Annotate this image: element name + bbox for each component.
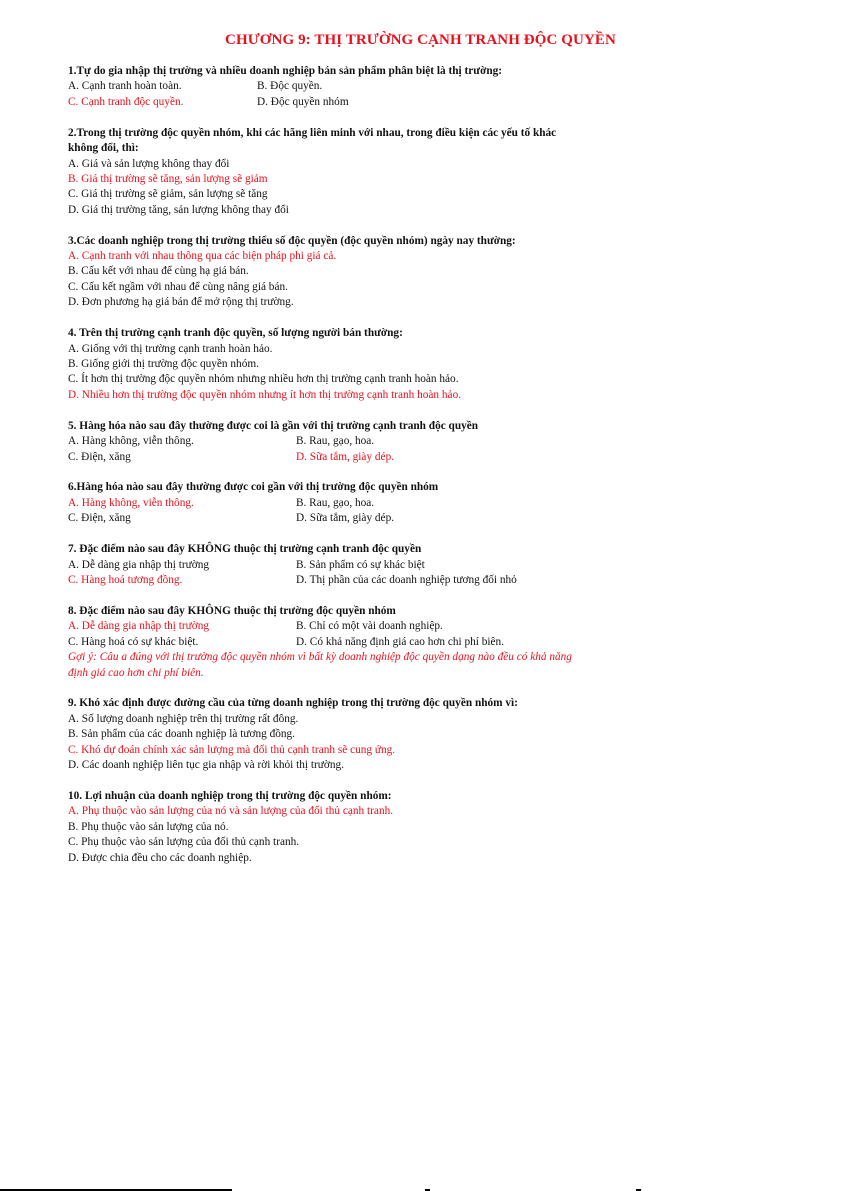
option-d-answer: D. Nhiều hơn thị trường độc quyền nhóm nhưng ít hơn thị trường cạnh tranh hoàn hảo. <box>68 388 462 401</box>
answer-hint: Gợi ý: Câu a đúng với thị trường độc quyền nhóm vì bất kỳ doanh nghiệp độc quyền dạng nào đều có khả năng định giá cao hơn chi phí biên. <box>68 651 572 679</box>
option-d: D. Các doanh nghiệp liên tục gia nhập và rời khỏi thị trường. <box>68 759 344 772</box>
option-b: B. Độc quyền. <box>257 80 323 93</box>
option-b: B. Giống giới thị trường độc quyền nhóm. <box>68 358 259 370</box>
option-c: C. Điện, xăng <box>68 450 131 463</box>
option-c-answer: C. Cạnh tranh độc quyền. <box>68 95 184 108</box>
question-6 <box>68 480 588 526</box>
option-d: D. Sữa tắm, giày dép. <box>296 512 395 525</box>
option-b: B. Chỉ có một vài doanh nghiệp. <box>296 620 443 633</box>
option-a-answer: A. Hàng không, viễn thông. <box>68 496 194 509</box>
option-b: B. Sản phẩm có sự khác biệt <box>296 558 425 571</box>
question-text: 9. Khó xác định được đường cầu của từng doanh nghiệp trong thị trường độc quyền nhóm vì: <box>68 697 518 710</box>
question-5 <box>68 419 588 465</box>
question-text: 5. Hàng hóa nào sau đây thường được coi là gần với thị trường cạnh tranh độc quyền <box>68 419 479 432</box>
question-8 <box>68 604 588 681</box>
question-text: 6.Hàng hóa nào sau đây thường được coi gần với thị trường độc quyền nhóm <box>68 481 439 494</box>
option-a: A. Hàng không, viễn thông. <box>68 435 194 448</box>
question-text: 2.Trong thị trường độc quyền nhóm, khi các hãng liên minh với nhau, trong điều kiện các yếu tố khác không đổi, thì: <box>68 126 557 155</box>
option-d: D. Thị phần của các doanh nghiệp tương đối nhỏ <box>296 573 517 586</box>
option-d: D. Giá thị trường tăng, sản lượng không thay đổi <box>68 203 289 216</box>
option-a: A. Giá và sản lượng không thay đổi <box>68 157 230 170</box>
question-text: 8. Đặc điểm nào sau đây KHÔNG thuộc thị trường độc quyền nhóm <box>68 604 396 617</box>
option-d: D. Được chia đều cho các doanh nghiệp. <box>68 851 252 864</box>
question-9 <box>68 696 588 773</box>
option-c: C. Phụ thuộc vào sản lượng của đối thủ cạnh tranh. <box>68 836 300 849</box>
option-d: D. Đơn phương hạ giá bán để mở rộng thị trường. <box>68 296 294 309</box>
option-a: A. Số lượng doanh nghiệp trên thị trường rất đông. <box>68 712 299 725</box>
question-3 <box>68 234 588 311</box>
option-c-answer: C. Hàng hoá tương đồng. <box>68 573 183 586</box>
question-text: 1.Tự do gia nhập thị trường và nhiều doanh nghiệp bán sản phẩm phân biệt là thị trường: <box>68 65 503 77</box>
option-a: A. Cạnh tranh hoàn toàn. <box>68 80 182 93</box>
option-c: C. Cấu kết ngầm với nhau để cùng nâng giá bán. <box>68 280 288 293</box>
option-a-answer: A. Cạnh tranh với nhau thông qua các biện pháp phi giá cả. <box>68 250 337 263</box>
option-b: B. Rau, gạo, hoa. <box>296 496 375 509</box>
option-c: C. Ít hơn thị trường độc quyền nhóm nhưng nhiều hơn thị trường cạnh tranh hoàn hảo. <box>68 373 459 386</box>
question-text: 10. Lợi nhuận của doanh nghiệp trong thị trường độc quyền nhóm: <box>68 789 392 802</box>
option-a-answer: A. Dễ dàng gia nhập thị trường <box>68 620 210 633</box>
question-text: 3.Các doanh nghiệp trong thị trường thiểu số độc quyền (độc quyền nhóm) ngày nay thường: <box>68 234 516 247</box>
question-4 <box>68 326 588 403</box>
question-text: 4. Trên thị trường cạnh tranh độc quyền, số lượng người bán thường: <box>68 327 403 340</box>
option-d-answer: D. Sữa tắm, giày dép. <box>296 450 395 463</box>
option-d: D. Có khả năng định giá cao hơn chi phí biên. <box>296 635 505 648</box>
option-b: B. Phụ thuộc vào sản lượng của nó. <box>68 820 229 833</box>
question-text: 7. Đặc điểm nào sau đây KHÔNG thuộc thị trường cạnh tranh độc quyền <box>68 543 422 556</box>
option-c: C. Giá thị trường sẽ giảm, sản lượng sẽ tăng <box>68 188 268 201</box>
option-c: C. Điện, xăng <box>68 512 131 525</box>
question-10 <box>68 789 588 866</box>
option-c: C. Hàng hoá có sự khác biệt. <box>68 635 199 648</box>
option-b: B. Sản phẩm của các doanh nghiệp là tương đồng. <box>68 728 295 741</box>
question-7 <box>68 542 588 588</box>
question-2 <box>68 126 588 218</box>
option-a: A. Giống với thị trường cạnh tranh hoàn hảo. <box>68 342 273 355</box>
page-title: CHƯƠNG 9: THỊ TRƯỜNG CẠNH TRANH ĐỘC QUYỀN <box>225 32 616 48</box>
question-list <box>68 64 588 881</box>
option-b: B. Cấu kết với nhau để cùng hạ giá bán. <box>68 265 249 278</box>
option-a: A. Dễ dàng gia nhập thị trường <box>68 558 210 571</box>
option-b-answer: B. Giá thị trường sẽ tăng, sản lượng sẽ giảm <box>68 172 268 185</box>
question-1 <box>68 64 588 110</box>
option-c-answer: C. Khó dự đoán chính xác sản lượng mà đối thủ cạnh tranh sẽ cung ứng. <box>68 743 396 756</box>
option-b: B. Rau, gạo, hoa. <box>296 435 375 448</box>
option-a-answer: A. Phụ thuộc vào sản lượng của nó và sản lượng của đối thủ cạnh tranh. <box>68 805 394 818</box>
option-d: D. Độc quyền nhóm <box>257 95 349 108</box>
